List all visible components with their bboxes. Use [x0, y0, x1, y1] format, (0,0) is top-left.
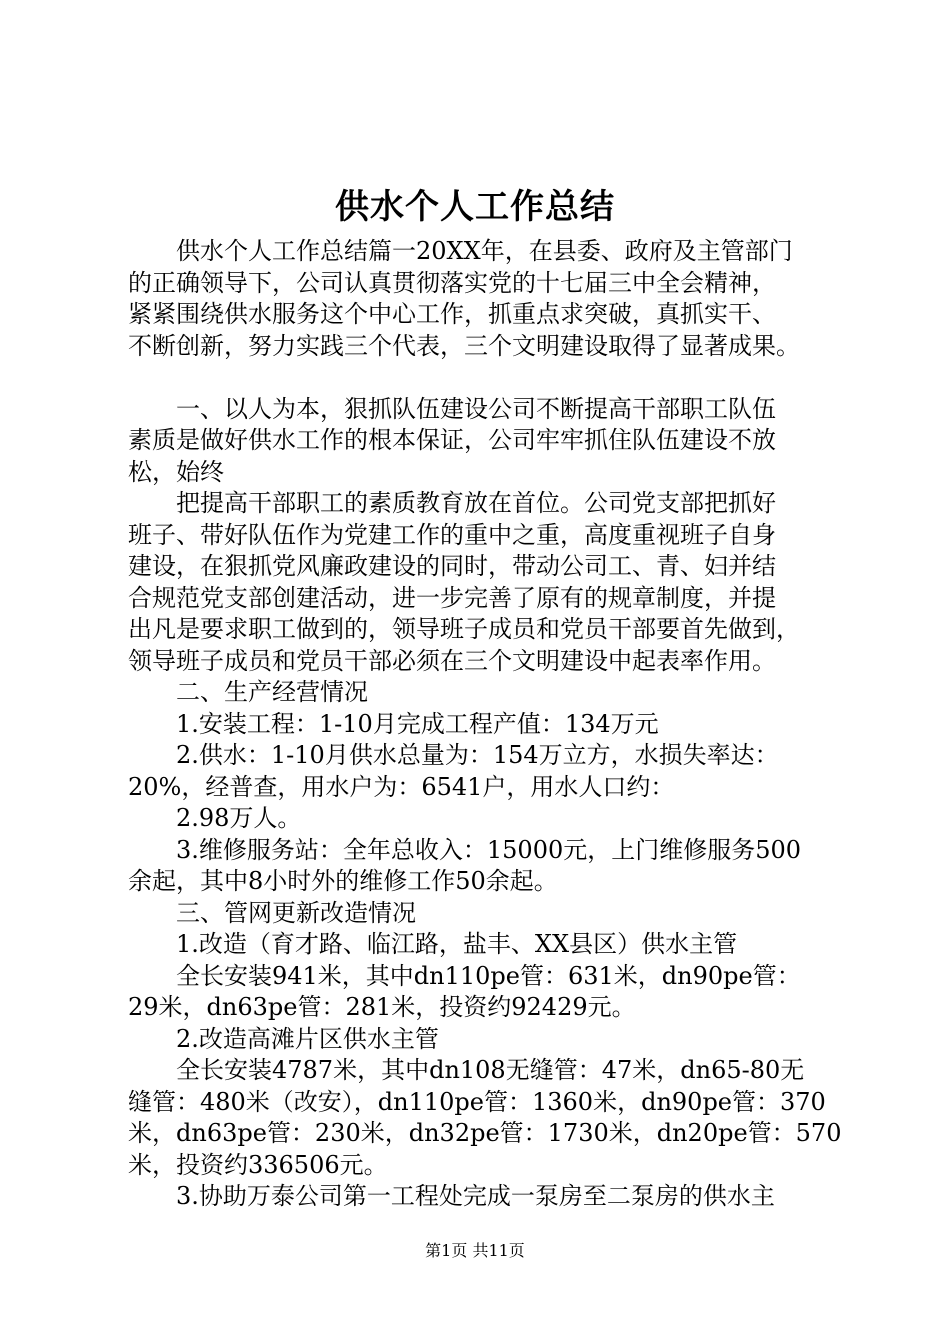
section-heading: 三、管网更新改造情况 [128, 898, 416, 927]
body-line: 2.改造高滩片区供水主管 [128, 1024, 439, 1053]
body-line: 米，dn63pe管：230米，dn32pe管：1730米，dn20pe管：570 [128, 1119, 842, 1147]
body-line: 20%，经普查，用水户为：6541户，用水人口约： [128, 772, 675, 801]
section-heading: 二、生产经营情况 [128, 678, 368, 706]
body-line: 素质是做好供水工作的根本保证，公司牢牢抓住队伍建设不放 [128, 426, 776, 454]
body-line: 3.维修服务站：全年总收入：15000元，上门维修服务500 [128, 835, 802, 864]
body-line: 1.改造（育才路、临江路，盐丰、XX县区）供水主管 [128, 930, 738, 958]
body-line: 不断创新，努力实践三个代表，三个文明建设取得了显著成果。 [128, 331, 800, 360]
body-line: 供水个人工作总结篇一20XX年，在县委、政府及主管部门 [128, 237, 793, 265]
blank-line [128, 362, 828, 394]
body-line: 29米，dn63pe管：281米，投资约92429元。 [128, 993, 636, 1021]
body-line: 3.协助万泰公司第一工程处完成一泵房至二泵房的供水主 [128, 1182, 775, 1210]
body-line: 缝管：480米（改安），dn110pe管：1360米，dn90pe管：370 [128, 1087, 826, 1116]
body-line: 紧紧围绕供水服务这个中心工作，抓重点求突破，真抓实干、 [128, 300, 776, 328]
body-line: 出凡是要求职工做到的，领导班子成员和党员干部要首先做到， [128, 615, 800, 643]
body-line: 把提高干部职工的素质教育放在首位。公司党支部把抓好 [128, 489, 776, 517]
body-line: 一、以人为本，狠抓队伍建设公司不断提高干部职工队伍 [128, 394, 776, 423]
body-line: 领导班子成员和党员干部必须在三个文明建设中起表率作用。 [128, 646, 776, 675]
body-line: 全长安装4787米，其中dn108无缝管：47米，dn65-80无 [128, 1056, 805, 1084]
body-line: 1.安装工程：1-10月完成工程产值：134万元 [128, 709, 659, 738]
body-line: 建设，在狠抓党风廉政建设的同时，带动公司工、青、妇并结 [128, 552, 776, 580]
body-line: 余起，其中8小时外的维修工作50余起。 [128, 867, 558, 895]
body-line: 的正确领导下，公司认真贯彻落实党的十七届三中全会精神， [128, 268, 776, 297]
body-line: 2.98万人。 [128, 804, 302, 832]
page-title: 供水个人工作总结 [335, 187, 615, 227]
body-line: 班子、带好队伍作为党建工作的重中之重，高度重视班子自身 [128, 520, 776, 549]
body-line: 合规范党支部创建活动，进一步完善了原有的规章制度，并提 [128, 583, 776, 612]
document-body [128, 236, 842, 1213]
body-line: 松，始终 [128, 457, 224, 486]
body-line: 2.供水：1-10月供水总量为：154万立方，水损失率达： [128, 741, 779, 769]
page-footer: 第1页 共11页 [425, 1241, 525, 1260]
body-line: 全长安装941米，其中dn110pe管：631米，dn90pe管： [128, 961, 801, 990]
body-line: 米，投资约336506元。 [128, 1150, 388, 1179]
